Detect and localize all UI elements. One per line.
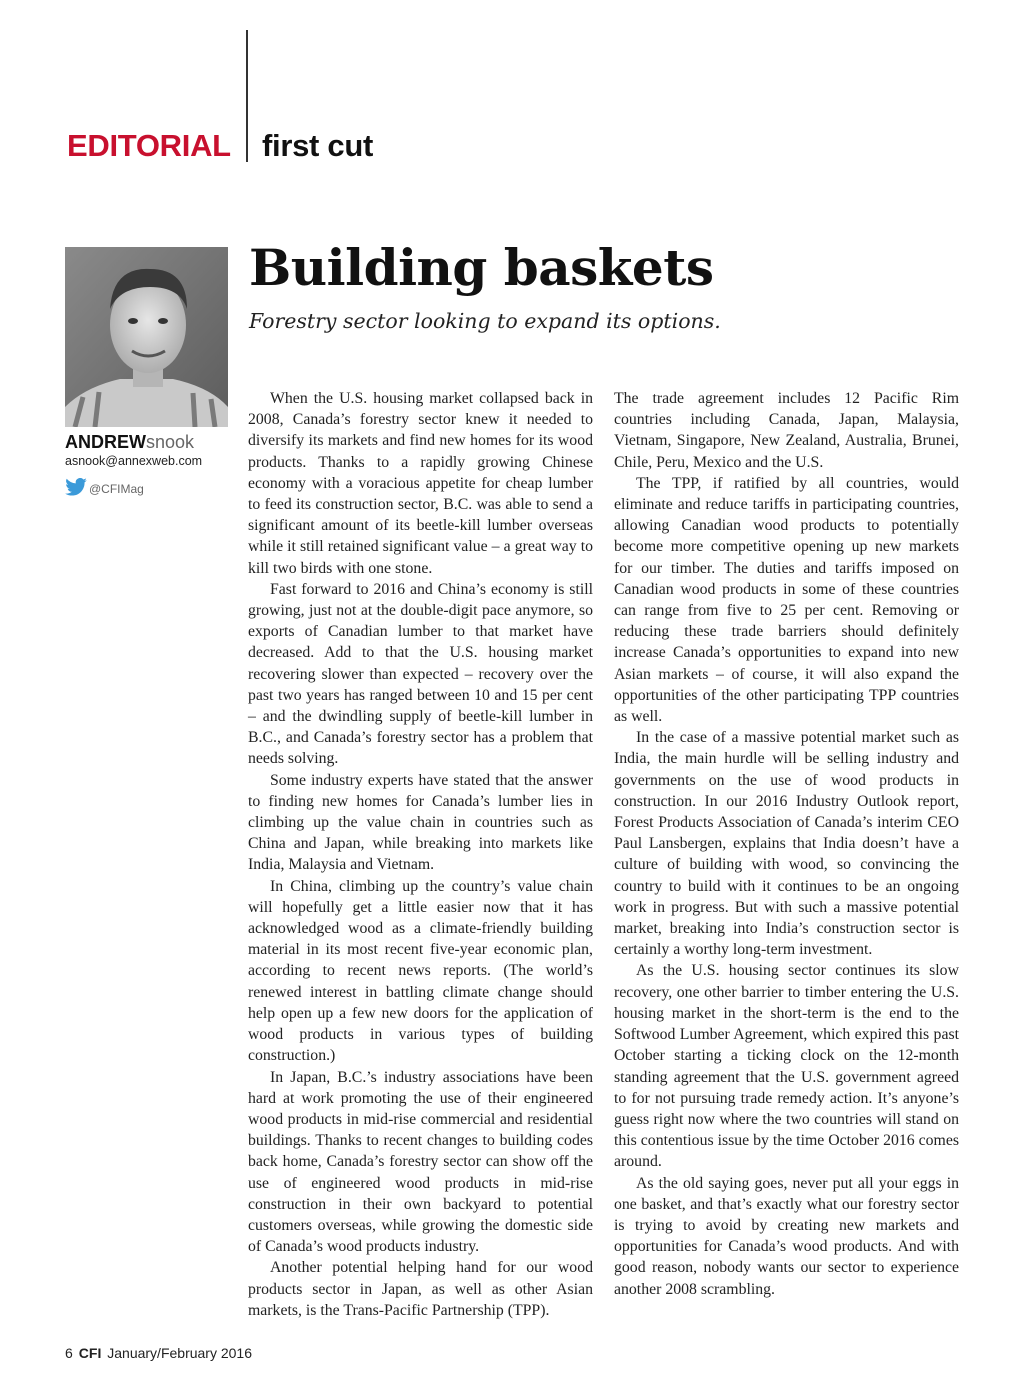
paragraph: The TPP, if ratified by all countries, would eliminate and reduce tariffs in participating countries, allowing Canadian wood products to potentially become more competitive opening up new markets for our timber. The duties and tariffs imposed on Canadian wood products in some of these countries can range from five to 25 per cent. Removing or reducing these trade barriers should definitely increase Canada’s opportunities to expand into new Asian markets – of course, it will also expand the opportunities of the other participating TPP countries as well. — [614, 474, 959, 726]
author-first-name: ANDREW — [65, 432, 146, 452]
author-name — [65, 432, 194, 453]
page-footer — [65, 1345, 252, 1361]
issue-date: January/February 2016 — [107, 1345, 253, 1361]
article-title: Building baskets — [249, 238, 714, 297]
twitter-bird-icon — [65, 478, 87, 499]
publication-name: CFI — [78, 1345, 102, 1361]
paragraph: When the U.S. housing market collapsed back in 2008, Canada’s forestry sector knew it needed to diversify its markets and find new homes for its wood products. Thanks to a rapidly growing Chinese economy with a voracious appetite for cheap lumber to feed its construction sector, B.C. was able to send a significant amount of its beetle-kill lumber overseas while it still retained significant value – a great way to kill two birds with one stone. — [248, 390, 593, 577]
article-column-1 — [248, 388, 593, 1321]
author-email[interactable]: asnook@annexweb.com — [65, 454, 203, 468]
paragraph: In Japan, B.C.’s industry associations have been hard at work promoting the use of their engineered wood products in mid-rise commercial and residential buildings. Thanks to recent changes to building codes back home, Canada’s forestry sector can show off the use of engineered wood products in mid-rise construction in their own backyard to potential customers overseas, while growing the domestic side of Canada’s wood products industry. — [248, 1068, 593, 1256]
paragraph: Fast forward to 2016 and China’s economy is still growing, just not at the double-digit pace anymore, so exports of Canadian lumber to that market have decreased. Add to that the U.S. housing market recovering slower than expected – recovery over the past two years has ranged between 10 and 15 per cent – and the dwindling supply of beetle-kill lumber in B.C., and Canada’s forestry sector has a problem that needs solving. — [248, 580, 593, 768]
section-label: EDITORIAL — [67, 128, 231, 163]
article-subtitle: Forestry sector looking to expand its options. — [249, 309, 721, 333]
column-name: first cut — [262, 128, 373, 163]
header-divider — [246, 30, 248, 162]
twitter-handle: @CFIMag — [89, 481, 144, 496]
paragraph: The trade agreement includes 12 Pacific Rim countries including Canada, Japan, Malaysia, Vietnam, Singapore, New Zealand, Australia, Brunei, Chile, Peru, Mexico and the U.S. — [614, 390, 959, 471]
paragraph: In China, climbing up the country’s value chain will hopefully get a little easier now that it has acknowledged wood as a climate-friendly building material in its most recent five-year economic plan, according to recent news reports. (The world’s renewed interest in battling climate change should help open up a few new doors for the application of wood products in various types of building construction.) — [248, 877, 593, 1065]
author-photo — [65, 247, 228, 427]
paragraph: Some industry experts have stated that the answer to finding new homes for Canada’s lumber lies in climbing up the value chain in countries such as China and Japan, while breaking into markets like India, Malaysia and Vietnam. — [248, 771, 593, 874]
author-last-name: snook — [146, 432, 195, 452]
paragraph: As the old saying goes, never put all your eggs in one basket, and that’s exactly what our forestry sector is trying to avoid by creating new markets and opportunities for Canada’s wood products. And with good reason, nobody wants our sector to experience another 2008 scrambling. — [614, 1174, 959, 1298]
article-column-2 — [614, 388, 959, 1300]
paragraph: Another potential helping hand for our wood products sector in Japan, as well as other Asian markets, is the Trans-Pacific Partnership (TPP). — [248, 1259, 593, 1319]
page-number: 6 — [65, 1345, 73, 1361]
paragraph: In the case of a massive potential market such as India, the main hurdle will be selling industry and governments on the use of wood products in construction. In our 2016 Industry Outlook report, Forest Products Association of Canada’s interim CEO Paul Lansbergen, explains that India doesn’t have a culture of building with wood, so convincing the country to build with it continues to be an ongoing work in progress. But with such a massive potential market, breaking into India’s construction sector is certainly a worthy long-term investment. — [614, 729, 959, 959]
author-twitter[interactable] — [65, 478, 144, 499]
paragraph: As the U.S. housing sector continues its slow recovery, one other barrier to timber entering the U.S. housing market in the short-term is the end to the Softwood Lumber Agreement, which expired this past October starting a ticking clock on the 12-month standing agreement that the U.S. government agreed to for not pursuing trade remedy action. It’s anyone’s guess right now where the two countries will stand on this contentious issue by the time October 2016 comes around. — [614, 962, 959, 1171]
